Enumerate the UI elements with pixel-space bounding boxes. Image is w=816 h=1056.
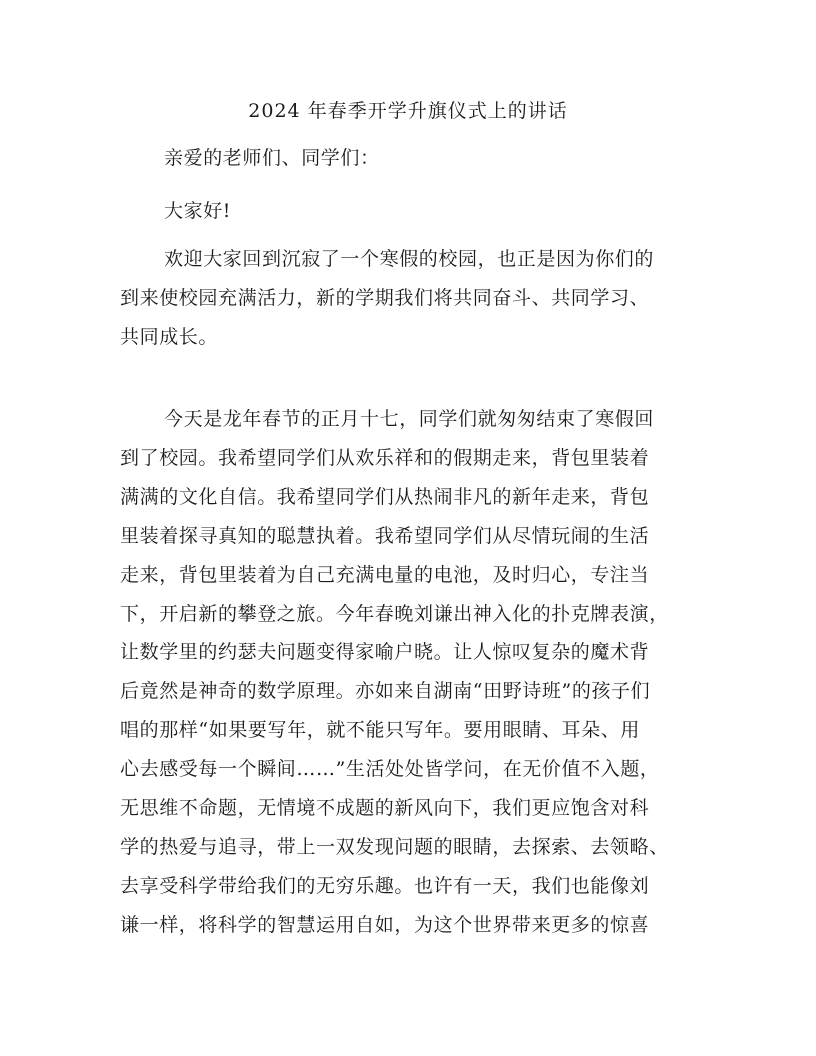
paragraph-line: 无思维不命题，无情境不成题的新风向下，我们更应饱含对科 xyxy=(120,797,650,820)
paragraph-line: 到来使校园充满活力，新的学期我们将共同奋斗、共同学习、 xyxy=(120,286,650,309)
greeting: 大家好! xyxy=(164,200,232,222)
paragraph-line: 后竟然是神奇的数学原理。亦如来自湖南“田野诗班”的孩子们 xyxy=(120,680,651,703)
paragraph-line: 满满的文化自信。我希望同学们从热闹非凡的新年走来，背包 xyxy=(120,485,650,508)
paragraph-line: 今天是龙年春节的正月十七，同学们就匆匆结束了寒假回 xyxy=(164,408,655,430)
paragraph-line: 共同成长。 xyxy=(120,325,219,348)
paragraph-line: 去享受科学带给我们的无穷乐趣。也许有一天，我们也能像刘 xyxy=(120,874,650,897)
paragraph-line: 欢迎大家回到沉寂了一个寒假的校园，也正是因为你们的 xyxy=(164,248,655,270)
paragraph-line: 到了校园。我希望同学们从欢乐祥和的假期走来，背包里装着 xyxy=(120,446,650,469)
paragraph-line: 谦一样，将科学的智慧运用自如，为这个世界带来更多的惊喜 xyxy=(120,913,650,936)
paragraph-line: 下，开启新的攀登之旅。今年春晚刘谦出神入化的扑克牌表演， xyxy=(120,602,669,625)
salutation: 亲爱的老师们、同学们： xyxy=(164,147,380,169)
paragraph-line: 学的热爱与追寻，带上一双发现问题的眼睛，去探索、去领略、 xyxy=(120,835,669,858)
paragraph-line: 心去感受每一个瞬间……”生活处处皆学问，在无价值不入题， xyxy=(120,758,660,781)
document-title: 2024 年春季开学升旗仪式上的讲话 xyxy=(248,100,568,122)
paragraph-main xyxy=(120,400,705,945)
paragraph-line: 里装着探寻真知的聪慧执着。我希望同学们从尽情玩闹的生活 xyxy=(120,524,650,547)
paragraph-line: 走来，背包里装着为自己充满电量的电池，及时归心，专注当 xyxy=(120,563,650,586)
paragraph-welcome xyxy=(120,240,705,357)
paragraph-line: 唱的那样“如果要写年，就不能只写年。要用眼睛、耳朵、用 xyxy=(120,719,640,742)
paragraph-line: 让数学里的约瑟夫问题变得家喻户晓。让人惊叹复杂的魔术背 xyxy=(120,641,650,664)
